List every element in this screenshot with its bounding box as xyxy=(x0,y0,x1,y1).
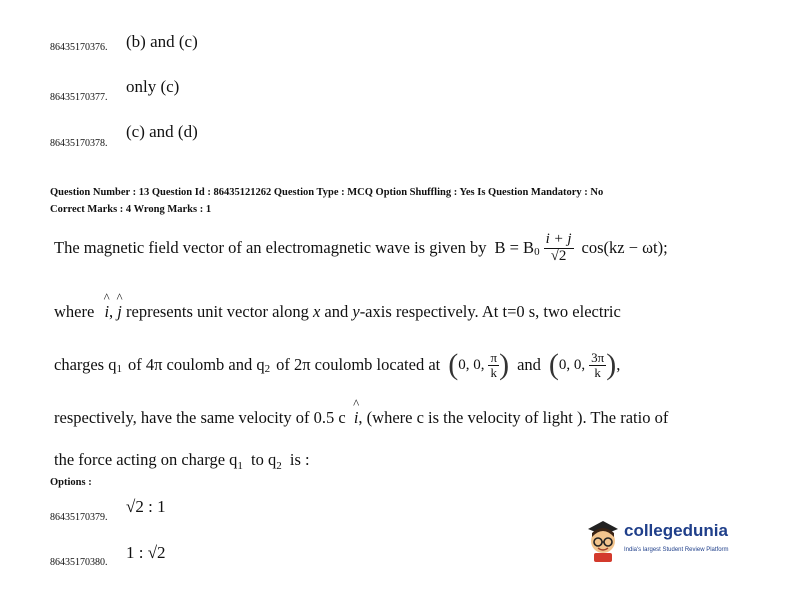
option-id: 86435170379. xyxy=(50,512,108,523)
unit-vector-j: ^ j xyxy=(117,302,122,322)
fraction-numerator: i + j xyxy=(545,230,572,247)
paren-close: ) xyxy=(499,348,510,381)
question-text: where xyxy=(54,302,95,321)
question-line-1 xyxy=(54,228,668,268)
axis-y: y xyxy=(352,302,360,321)
subscript: 1 xyxy=(237,460,243,472)
question-text: to q xyxy=(251,450,277,469)
fraction-denominator: √2 xyxy=(550,247,567,264)
fraction-denominator: k xyxy=(594,364,601,380)
question-text: of 2π coulomb located at xyxy=(276,355,441,374)
option-text: 1 : √2 xyxy=(126,543,166,562)
option-id: 86435170376. xyxy=(50,42,108,53)
question-text: represents unit vector along xyxy=(126,302,309,321)
question-text: charges q xyxy=(54,355,117,374)
question-text: of 4π coulomb and q xyxy=(127,355,265,374)
cos-term: cos(kz − ωt); xyxy=(581,238,668,257)
fraction-denominator: k xyxy=(490,364,498,380)
question-text: -axis respectively. At t=0 s, two electric xyxy=(359,302,621,321)
collegedunia-logo xyxy=(584,517,744,565)
field-subscript: 0 xyxy=(534,246,540,258)
axis-x: x xyxy=(312,302,321,321)
unit-vector-i: ^ i xyxy=(104,302,109,322)
comma: , xyxy=(616,355,621,374)
option-text: (c) and (d) xyxy=(126,122,198,141)
options-label: Options : xyxy=(50,477,92,488)
unit-vector-i: ^ i xyxy=(354,408,359,428)
sqrt-argument: 2 xyxy=(558,247,567,264)
logo-wordmark: collegedunia xyxy=(624,521,728,540)
option-text: (b) and (c) xyxy=(126,32,198,51)
question-meta-line2: Correct Marks : 4 Wrong Marks : 1 xyxy=(50,204,212,215)
paren-close: ) xyxy=(606,348,617,381)
vector-coords: 0, 0, xyxy=(558,356,586,373)
question-text: The magnetic field vector of an electromagnetic wave is given by xyxy=(54,238,487,257)
field-symbol: B = B xyxy=(494,238,535,257)
vector-coords: 0, 0, xyxy=(458,356,485,373)
fraction-numerator: π xyxy=(490,349,498,365)
question-text: respectively, have the same velocity of 0.5 c xyxy=(54,408,346,427)
question-line-4 xyxy=(54,408,668,428)
option-id: 86435170377. xyxy=(50,92,108,103)
question-text: and xyxy=(517,355,541,374)
question-line-2: where ^ i, ^ j represents unit vector along x and y-axis respectively. At t=0 s, two electric xyxy=(54,302,621,322)
question-text: and xyxy=(324,302,349,321)
subscript: 2 xyxy=(276,460,282,472)
field-fraction xyxy=(544,232,574,265)
option-text: only (c) xyxy=(126,77,180,96)
vector-fraction xyxy=(589,351,606,379)
question-line-3 xyxy=(54,342,620,388)
question-text: the force acting on charge q xyxy=(54,450,238,469)
question-meta-line1: Question Number : 13 Question Id : 86435121262 Question Type : MCQ Option Shuffling : Yes Is Question Mandatory : No xyxy=(50,187,604,198)
option-id: 86435170378. xyxy=(50,138,108,149)
option-value: 2 : 1 xyxy=(135,497,166,516)
logo-tagline: India's largest Student Review Platform xyxy=(624,547,729,553)
option-text: √2 : 1 xyxy=(126,497,166,516)
paren-open: ( xyxy=(548,348,559,381)
subscript: 1 xyxy=(116,363,122,375)
student-mascot-icon xyxy=(584,517,622,563)
fraction-numerator: 3π xyxy=(591,349,605,365)
subscript: 2 xyxy=(264,363,271,375)
option-id: 86435170380. xyxy=(50,557,108,568)
question-text: , (where c is the velocity of light ). The ratio of xyxy=(358,408,669,427)
question-line-5 xyxy=(54,450,310,470)
vector-fraction xyxy=(488,351,499,379)
question-text: is : xyxy=(289,450,310,469)
paren-open: ( xyxy=(448,348,459,381)
